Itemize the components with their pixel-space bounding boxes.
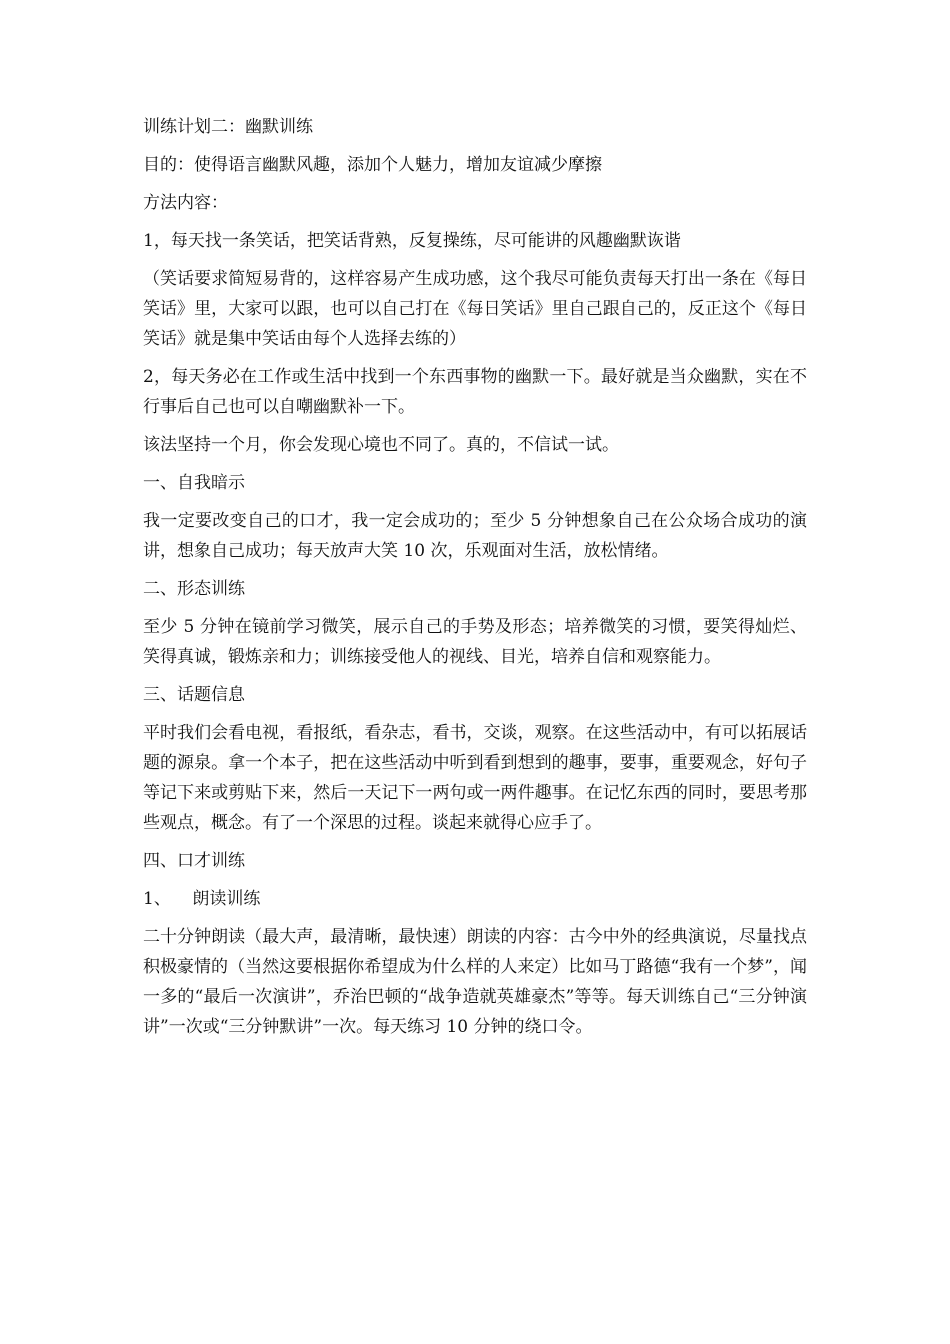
reading-training-heading: 1、 朗读训练 (143, 889, 261, 909)
topics-paragraph: 平时我们会看电视，看报纸，看杂志，看书，交谈，观察。在这些活动中，有可以拓展话题的源泉。拿一个本子，把在这些活动中听到看到想到的趣事，要事，重要观念，好句子等记下来或剪贴下来，然后一天记下一两句或一两件趣事。在记忆东西的同时，要思考那些观点，概念。有了一个深思的过程。谈起来就得心应手了。 (143, 723, 807, 833)
section-heading-topics: 三、话题信息 (143, 685, 245, 705)
method-item-2: 2，每天务必在工作或生活中找到一个东西事物的幽默一下。最好就是当众幽默，实在不行事后自己也可以自嘲幽默补一下。 (143, 367, 807, 417)
section-heading-posture: 二、形态训练 (143, 579, 245, 599)
reading-training-paragraph: 二十分钟朗读（最大声，最清晰，最快速）朗读的内容：古今中外的经典演说，尽量找点积极豪情的（当然这要根据你希望成为什么样的人来定）比如马丁路德“我有一个梦”，闻一多的“最后一次演讲”，乔治巴顿的“战争造就英雄豪杰”等等。每天训练自己“三分钟演讲”一次或“三分钟默讲”一次。每天练习 10 分钟的绕口令。 (143, 927, 807, 1037)
section-heading-self-suggestion: 一、自我暗示 (143, 473, 245, 493)
method-item-1: 1，每天找一条笑话，把笑话背熟，反复操练，尽可能讲的风趣幽默诙谐 (143, 231, 681, 251)
plan-title: 训练计划二：幽默训练 (143, 117, 313, 137)
method-heading: 方法内容： (143, 193, 228, 213)
document-body (143, 112, 807, 1050)
self-suggestion-paragraph: 我一定要改变自己的口才，我一定会成功的；至少 5 分钟想象自己在公众场合成功的演讲，想象自己成功；每天放声大笑 10 次，乐观面对生活，放松情绪。 (143, 511, 807, 561)
section-heading-speaking: 四、口才训练 (143, 851, 245, 871)
method-item-1-note: （笑话要求简短易背的，这样容易产生成功感，这个我尽可能负责每天打出一条在《每日笑话》里，大家可以跟，也可以自己打在《每日笑话》里自己跟自己的，反正这个《每日笑话》就是集中笑话由每个人选择去练的） (143, 269, 807, 349)
purpose-paragraph: 目的：使得语言幽默风趣，添加个人魅力，增加友谊减少摩擦 (143, 155, 602, 175)
method-conclusion: 该法坚持一个月，你会发现心境也不同了。真的，不信试一试。 (143, 435, 619, 455)
posture-paragraph: 至少 5 分钟在镜前学习微笑，展示自己的手势及形态；培养微笑的习惯，要笑得灿烂、笑得真诚，锻炼亲和力；训练接受他人的视线、目光，培养自信和观察能力。 (143, 617, 807, 667)
